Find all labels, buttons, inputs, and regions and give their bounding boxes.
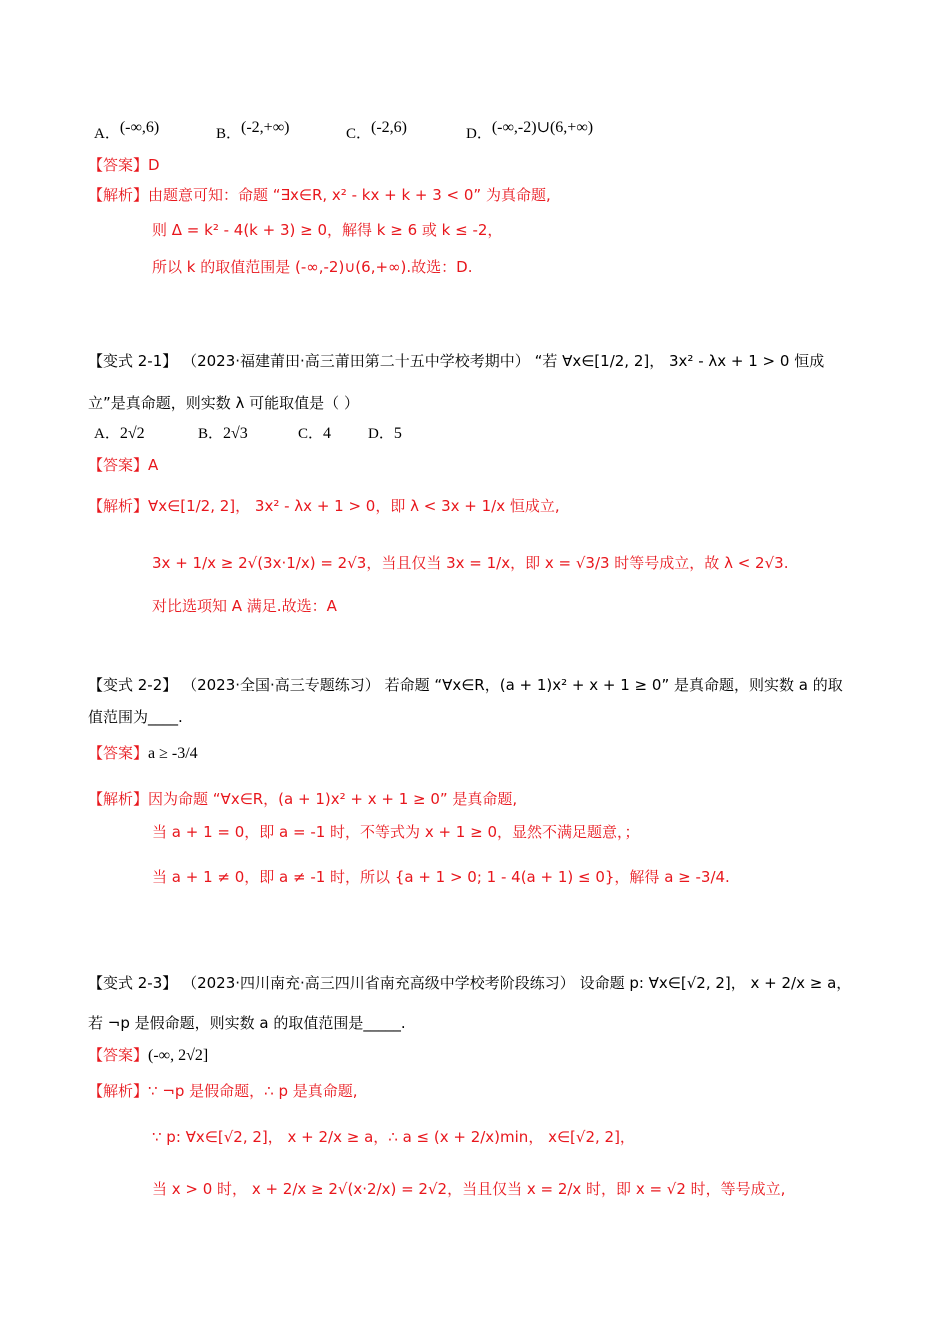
analysis-tag: 【解析】	[88, 186, 149, 204]
analysis-line: ∵ p: ∀x∈[√2, 2]， x + 2/x ≥ a，∴ a ≤ (x + 2/x)min， x∈[√2, 2]，	[152, 1128, 635, 1146]
answer-tag: 【答案】	[88, 456, 149, 474]
variant-tag: 【变式 2-1】	[88, 352, 178, 370]
analysis-tag: 【解析】	[88, 497, 149, 515]
option-b: B．(-2,+∞)	[216, 119, 290, 142]
analysis-tag: 【解析】	[88, 790, 149, 808]
option-c: C．(-2,6)	[346, 119, 407, 142]
option-b: B．2√3	[198, 425, 248, 442]
variant-2-2-stem-cont: 值范围为____.	[88, 708, 183, 726]
analysis-line	[88, 495, 560, 516]
variant-source: （2023·全国·高三专题练习）	[182, 676, 380, 694]
answer-tag: 【答案】	[88, 744, 149, 762]
option-d: D．5	[368, 425, 402, 442]
variant-2-1-stem	[88, 350, 824, 371]
option-d: D．(-∞,-2)∪(6,+∞)	[466, 119, 594, 142]
variant-2-3-stem	[88, 972, 851, 993]
analysis-line: 3x + 1/x ≥ 2√(3x·1/x) = 2√3，当且仅当 3x = 1/x，即 x = √3/3 时等号成立，故 λ < 2√3.	[152, 554, 789, 572]
analysis-line	[88, 184, 551, 205]
variant-tag: 【变式 2-2】	[88, 676, 178, 694]
analysis-text: ∵ ¬p 是假命题，∴ p 是真命题,	[148, 1082, 358, 1100]
variant-stem-text: 若命题 “∀x∈R，(a + 1)x² + x + 1 ≥ 0” 是真命题，则实数 a 的取	[384, 676, 843, 694]
answer-line	[88, 454, 158, 475]
variant-source: （2023·福建莆田·高三莆田第二十五中学校考期中）	[182, 352, 530, 370]
variant-stem-text: “若 ∀x∈[1/2, 2]， 3x² - λx + 1 > 0 恒成	[534, 352, 825, 370]
analysis-text: ∀x∈[1/2, 2]， 3x² - λx + 1 > 0，即 λ < 3x + 1/x 恒成立,	[148, 497, 560, 515]
answer-line	[88, 154, 160, 175]
answer-value: (-∞, 2√2]	[148, 1047, 209, 1064]
variant-stem-text: 设命题 p: ∀x∈[√2, 2]， x + 2/x ≥ a，	[579, 974, 852, 992]
answer-value: A	[148, 456, 159, 474]
variant-2-2-stem	[88, 674, 843, 695]
analysis-text: 由题意可知：命题 “∃x∈R, x² - kx + k + 3 < 0” 为真命题,	[148, 186, 551, 204]
answer-value: D	[148, 156, 160, 174]
analysis-text: 因为命题 “∀x∈R，(a + 1)x² + x + 1 ≥ 0” 是真命题,	[148, 790, 518, 808]
variant-2-1-stem-cont: 立”是真命题，则实数 λ 可能取值是（ ）	[88, 394, 359, 412]
analysis-line	[88, 788, 517, 809]
analysis-line: 对比选项知 A 满足.故选：A	[152, 597, 337, 615]
option-a: A．2√2	[94, 425, 145, 442]
analysis-line: 所以 k 的取值范围是 (-∞,-2)∪(6,+∞).故选：D.	[152, 258, 473, 276]
analysis-tag: 【解析】	[88, 1082, 149, 1100]
analysis-line: 当 a + 1 ≠ 0，即 a ≠ -1 时，所以 {a + 1 > 0; 1 - 4(a + 1) ≤ 0}，解得 a ≥ -3/4.	[152, 868, 730, 886]
analysis-line	[88, 1080, 358, 1101]
variant-tag: 【变式 2-3】	[88, 974, 178, 992]
answer-value: a ≥ -3/4	[148, 745, 198, 762]
variant-2-3-stem-cont: 若 ¬p 是假命题，则实数 a 的取值范围是_____.	[88, 1014, 406, 1032]
option-c: C．4	[298, 425, 332, 442]
answer-line	[88, 742, 198, 763]
answer-tag: 【答案】	[88, 156, 149, 174]
analysis-line: 则 Δ = k² - 4(k + 3) ≥ 0，解得 k ≥ 6 或 k ≤ -2，	[152, 221, 503, 239]
answer-tag: 【答案】	[88, 1046, 149, 1064]
analysis-line: 当 x > 0 时， x + 2/x ≥ 2√(x·2/x) = 2√2，当且仅当 x = 2/x 时，即 x = √2 时，等号成立,	[152, 1180, 786, 1198]
analysis-line: 当 a + 1 = 0，即 a = -1 时，不等式为 x + 1 ≥ 0，显然不满足题意，；	[152, 823, 640, 841]
option-a: A．(-∞,6)	[94, 119, 160, 142]
answer-line	[88, 1044, 208, 1065]
variant-source: （2023·四川南充·高三四川省南充高级中学校考阶段练习）	[182, 974, 575, 992]
